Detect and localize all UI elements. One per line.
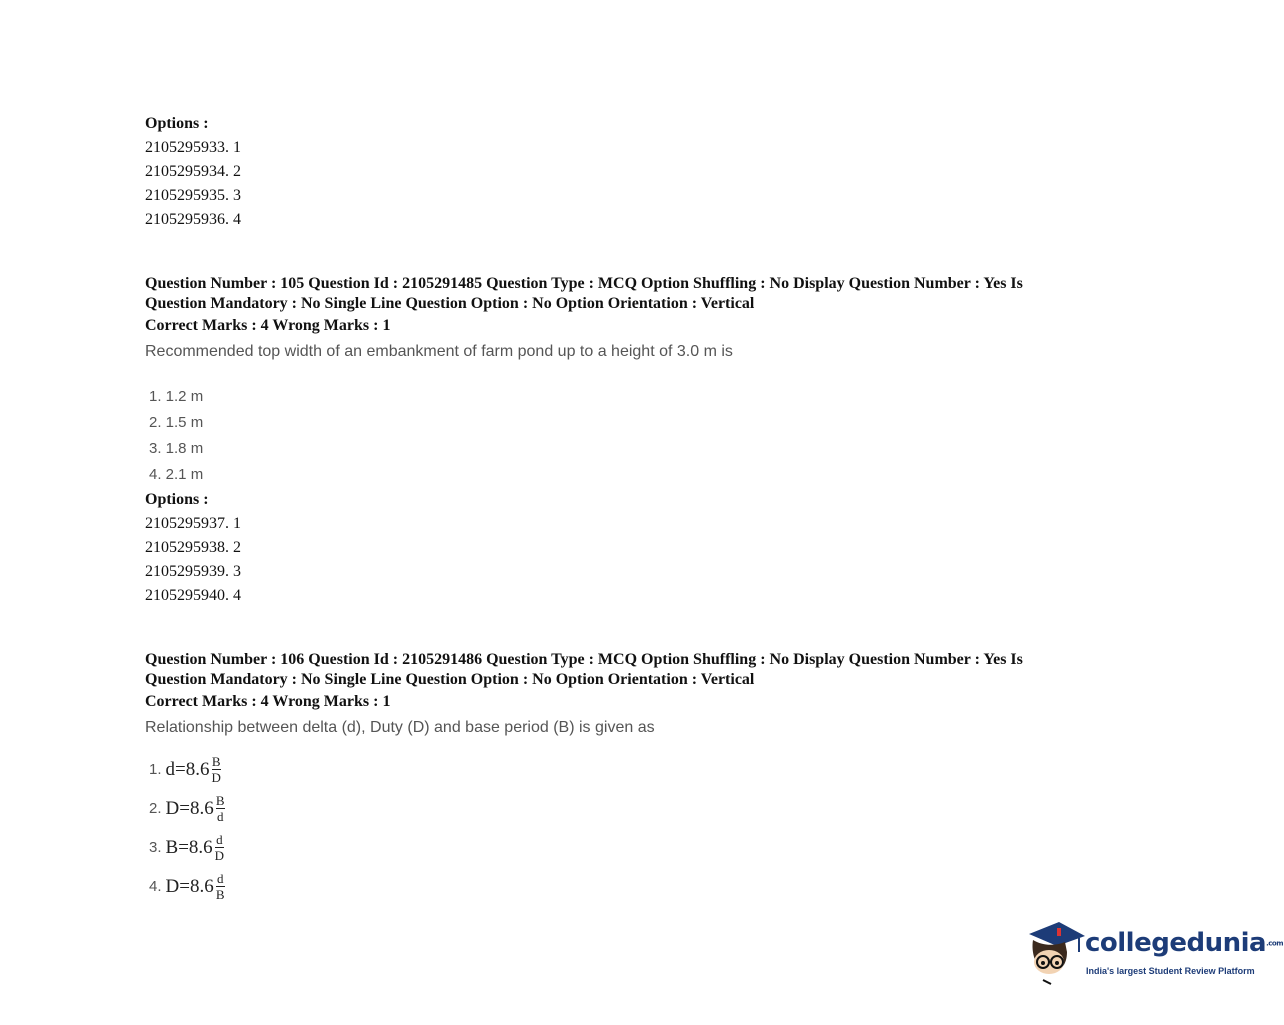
option-id: 2105295934. 2 <box>145 163 241 180</box>
answer-choice <box>145 828 1145 867</box>
mascot-icon <box>1025 918 1087 988</box>
fraction-numerator: B <box>215 793 225 808</box>
options-label: Options : <box>145 115 209 132</box>
question-meta <box>145 274 1145 314</box>
formula-lhs: B=8.6 <box>165 836 213 858</box>
formula-lhs: d=8.6 <box>165 758 210 780</box>
answer-choice: 2. 1.5 m <box>149 414 204 431</box>
fraction <box>211 755 220 784</box>
options-list <box>145 136 1145 232</box>
question-text: Recommended top width of an embankment of farm pond up to a height of 3.0 m is <box>145 343 733 360</box>
answer-choices <box>145 750 1145 906</box>
logo-wordmark: collegedunia.com <box>1085 928 1283 958</box>
fraction-numerator: B <box>211 754 221 769</box>
fraction-denominator: d <box>216 809 224 824</box>
option-id: 2105295940. 4 <box>145 587 241 604</box>
options-list <box>145 512 1145 608</box>
fraction-denominator: D <box>214 848 225 863</box>
answer-choice: 1. 1.2 m <box>149 388 204 405</box>
marks-line: Correct Marks : 4 Wrong Marks : 1 <box>145 693 391 710</box>
marks-line: Correct Marks : 4 Wrong Marks : 1 <box>145 317 391 334</box>
question-meta-line: Question Mandatory : No Single Line Question Option : No Option Orientation : Vertical <box>145 671 755 688</box>
question-paper-page <box>145 112 1145 906</box>
answer-choice: 3. 1.8 m <box>149 440 204 457</box>
answer-choice: 4. 2.1 m <box>149 466 204 483</box>
choice-number: 4. <box>149 878 162 895</box>
answer-choice <box>145 750 1145 789</box>
formula-lhs: D=8.6 <box>165 797 214 819</box>
question-text: Relationship between delta (d), Duty (D) and base period (B) is given as <box>145 719 655 736</box>
choice-number: 3. <box>149 839 162 856</box>
options-label: Options : <box>145 491 209 508</box>
formula-lhs: D=8.6 <box>165 875 214 897</box>
collegedunia-logo[interactable] <box>1025 918 1283 988</box>
fraction-denominator: D <box>211 770 221 785</box>
option-id: 2105295939. 3 <box>145 563 241 580</box>
question-meta <box>145 650 1145 690</box>
option-id: 2105295937. 1 <box>145 515 241 532</box>
option-id: 2105295936. 4 <box>145 211 241 228</box>
fraction <box>215 833 224 862</box>
question-meta-line: Question Number : 105 Question Id : 2105291485 Question Type : MCQ Option Shuffling : No Display Question Number : Yes Is <box>145 275 1023 292</box>
option-id: 2105295938. 2 <box>145 539 241 556</box>
answer-choice <box>145 789 1145 828</box>
fraction <box>216 794 225 823</box>
option-id: 2105295935. 3 <box>145 187 241 204</box>
answer-choice <box>145 867 1145 906</box>
question-meta-line: Question Number : 106 Question Id : 2105291486 Question Type : MCQ Option Shuffling : No Display Question Number : Yes Is <box>145 651 1023 668</box>
fraction-numerator: d <box>216 832 223 847</box>
choice-number: 1. <box>149 761 162 778</box>
fraction-numerator: d <box>216 871 224 886</box>
option-id: 2105295933. 1 <box>145 139 241 156</box>
fraction <box>216 872 225 901</box>
choice-number: 2. <box>149 800 162 817</box>
logo-tagline: India's largest Student Review Platform <box>1086 966 1255 976</box>
fraction-denominator: B <box>215 887 225 902</box>
answer-choices <box>145 384 1145 488</box>
question-meta-line: Question Mandatory : No Single Line Question Option : No Option Orientation : Vertical <box>145 295 755 312</box>
